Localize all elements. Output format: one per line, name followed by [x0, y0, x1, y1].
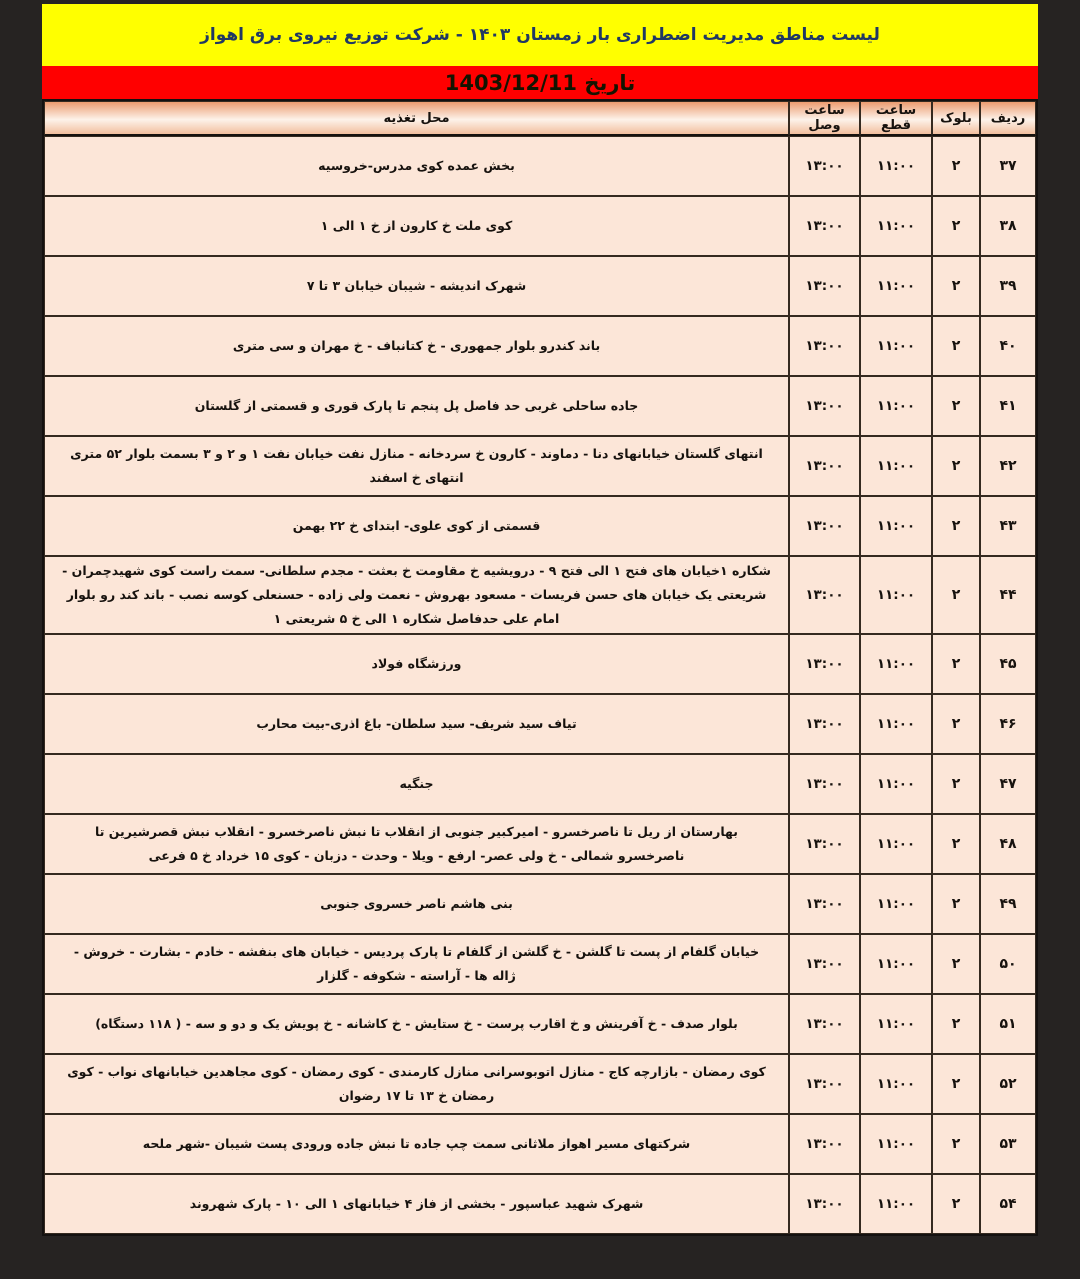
- table-row: [44, 376, 1036, 436]
- cell-location: بلوار صدف - خ آفرینش و خ اقارب پرست - خ ستایش - خ کاشانه - خ پویش یک و دو و سه - ( ۱۱۸ دستگاه): [44, 994, 789, 1054]
- page-title: لیست مناطق مدیریت اضطراری بار زمستان ۱۴۰۳ - شرکت توزیع نیروی برق اهواز: [200, 25, 880, 45]
- cell-radif: ۴۵: [980, 634, 1036, 694]
- cell-location: کوی ملت خ کارون از خ ۱ الی ۱: [44, 196, 789, 256]
- cell-connect-time: ۱۳:۰۰: [789, 1174, 860, 1234]
- cell-cut-time: ۱۱:۰۰: [860, 496, 932, 556]
- cell-connect-time: ۱۳:۰۰: [789, 1114, 860, 1174]
- cell-radif: ۵۰: [980, 934, 1036, 994]
- cell-cut-time: ۱۱:۰۰: [860, 376, 932, 436]
- cell-radif: ۴۴: [980, 556, 1036, 634]
- table-row: [44, 1174, 1036, 1234]
- cell-location: کوی رمضان - بازارچه کاج - منازل اتوبوسرانی منازل کارمندی - کوی رمضان - کوی مجاهدین خیابانهای نواب - کوی رمضان خ ۱۳ تا ۱۷ رضوان: [44, 1054, 789, 1114]
- cell-block: ۲: [932, 934, 980, 994]
- table-row: [44, 556, 1036, 634]
- cell-block: ۲: [932, 316, 980, 376]
- cell-location: قسمتی از کوی علوی- ابتدای خ ۲۲ بهمن: [44, 496, 789, 556]
- cell-location: انتهای گلستان خیابانهای دنا - دماوند - کارون خ سردخانه - منازل نفت خیابان نفت ۱ و ۲ و ۳ بسمت بلوار ۵۲ متری انتهای خ اسفند: [44, 436, 789, 496]
- cell-connect-time: ۱۳:۰۰: [789, 994, 860, 1054]
- cell-connect-time: ۱۳:۰۰: [789, 874, 860, 934]
- title-bar: [42, 4, 1038, 66]
- cell-radif: ۴۱: [980, 376, 1036, 436]
- cell-location: شکاره ۱خیابان های فتح ۱ الی فتح ۹ - درویشیه خ مقاومت خ بعثت - مجدم سلطانی- سمت راست کوی شهیدچمران - شریعتی یک خیابان های حسن فریسات - مسعود بهروش - نعمت ولی زاده - حسنعلی کوسه نصب - باند کند رو بلوار امام علی حدفاصل شکاره ۱ الی خ ۵ شریعتی ۱: [44, 556, 789, 634]
- cell-cut-time: ۱۱:۰۰: [860, 874, 932, 934]
- cell-location: ورزشگاه فولاد: [44, 634, 789, 694]
- table-row: [44, 1054, 1036, 1114]
- cell-radif: ۴۷: [980, 754, 1036, 814]
- cell-block: ۲: [932, 196, 980, 256]
- cell-block: ۲: [932, 556, 980, 634]
- cell-cut-time: ۱۱:۰۰: [860, 136, 932, 196]
- table-row: [44, 994, 1036, 1054]
- cell-radif: ۴۸: [980, 814, 1036, 874]
- table-row: [44, 634, 1036, 694]
- column-header-connect-time: ساعت وصل: [789, 101, 860, 136]
- cell-location: باند کندرو بلوار جمهوری - خ کتانباف - خ مهران و سی متری: [44, 316, 789, 376]
- cell-cut-time: ۱۱:۰۰: [860, 556, 932, 634]
- cell-connect-time: ۱۳:۰۰: [789, 694, 860, 754]
- cell-radif: ۵۱: [980, 994, 1036, 1054]
- table-header: [44, 101, 1036, 136]
- cell-radif: ۵۴: [980, 1174, 1036, 1234]
- table-row: [44, 694, 1036, 754]
- cell-block: ۲: [932, 994, 980, 1054]
- date-bar: [42, 66, 1038, 99]
- cell-cut-time: ۱۱:۰۰: [860, 256, 932, 316]
- table-row: [44, 934, 1036, 994]
- cell-connect-time: ۱۳:۰۰: [789, 256, 860, 316]
- column-header-radif: ردیف: [980, 101, 1036, 136]
- outage-table: [42, 99, 1038, 1236]
- cell-cut-time: ۱۱:۰۰: [860, 1114, 932, 1174]
- cell-connect-time: ۱۳:۰۰: [789, 634, 860, 694]
- cell-block: ۲: [932, 874, 980, 934]
- cell-block: ۲: [932, 814, 980, 874]
- cell-location: تیاف سید شریف- سید سلطان- باغ اذری-بیت محارب: [44, 694, 789, 754]
- cell-location: جاده ساحلی غربی حد فاصل پل پنجم تا پارک قوری و قسمتی از گلستان: [44, 376, 789, 436]
- cell-block: ۲: [932, 754, 980, 814]
- cell-cut-time: ۱۱:۰۰: [860, 634, 932, 694]
- cell-connect-time: ۱۳:۰۰: [789, 196, 860, 256]
- cell-radif: ۳۷: [980, 136, 1036, 196]
- cell-cut-time: ۱۱:۰۰: [860, 196, 932, 256]
- table-row: [44, 196, 1036, 256]
- header-row: [44, 101, 1036, 136]
- cell-radif: ۳۸: [980, 196, 1036, 256]
- cell-connect-time: ۱۳:۰۰: [789, 316, 860, 376]
- cell-connect-time: ۱۳:۰۰: [789, 754, 860, 814]
- cell-cut-time: ۱۱:۰۰: [860, 994, 932, 1054]
- cell-block: ۲: [932, 436, 980, 496]
- cell-connect-time: ۱۳:۰۰: [789, 376, 860, 436]
- cell-block: ۲: [932, 1114, 980, 1174]
- cell-radif: ۵۲: [980, 1054, 1036, 1114]
- cell-cut-time: ۱۱:۰۰: [860, 754, 932, 814]
- cell-location: بنی هاشم ناصر خسروی جنوبی: [44, 874, 789, 934]
- cell-radif: ۳۹: [980, 256, 1036, 316]
- column-header-cut-time: ساعت قطع: [860, 101, 932, 136]
- cell-location: جنگیه: [44, 754, 789, 814]
- cell-block: ۲: [932, 136, 980, 196]
- cell-cut-time: ۱۱:۰۰: [860, 436, 932, 496]
- cell-block: ۲: [932, 1054, 980, 1114]
- table-row: [44, 436, 1036, 496]
- cell-cut-time: ۱۱:۰۰: [860, 694, 932, 754]
- cell-location: شرکتهای مسیر اهواز ملاثانی سمت چپ جاده تا نبش جاده ورودی پست شیبان -شهر ملحه: [44, 1114, 789, 1174]
- cell-location: شهرک اندیشه - شیبان خیابان ۳ تا ۷: [44, 256, 789, 316]
- cell-cut-time: ۱۱:۰۰: [860, 1174, 932, 1234]
- cell-block: ۲: [932, 634, 980, 694]
- table-row: [44, 496, 1036, 556]
- cell-radif: ۵۳: [980, 1114, 1036, 1174]
- table-row: [44, 136, 1036, 196]
- cell-block: ۲: [932, 376, 980, 436]
- column-header-location: محل تغذیه: [44, 101, 789, 136]
- cell-location: خیابان گلفام از پست تا گلشن - خ گلشن از گلفام تا پارک پردیس - خیابان های بنفشه - خادم - بشارت - خروش - ژاله ها - آراسته - شکوفه - گلزار: [44, 934, 789, 994]
- cell-connect-time: ۱۳:۰۰: [789, 1054, 860, 1114]
- cell-block: ۲: [932, 1174, 980, 1234]
- cell-block: ۲: [932, 496, 980, 556]
- cell-location: شهرک شهید عباسپور - بخشی از فاز ۴ خیابانهای ۱ الی ۱۰ - پارک شهروند: [44, 1174, 789, 1234]
- cell-location: بهارستان از ریل تا ناصرخسرو - امیرکبیر جنوبی از انقلاب تا نبش ناصرخسرو - انقلاب نبش قصرشیرین تا ناصرخسرو شمالی - خ ولی عصر- ارفع - ویلا - وحدت - دزبان - کوی ۱۵ خرداد خ ۵ فرعی: [44, 814, 789, 874]
- table-row: [44, 754, 1036, 814]
- cell-connect-time: ۱۳:۰۰: [789, 556, 860, 634]
- cell-cut-time: ۱۱:۰۰: [860, 814, 932, 874]
- cell-connect-time: ۱۳:۰۰: [789, 934, 860, 994]
- date-label: تاریخ 1403/12/11: [444, 70, 636, 95]
- cell-location: بخش عمده کوی مدرس-خروسیه: [44, 136, 789, 196]
- table-row: [44, 814, 1036, 874]
- column-header-block: بلوک: [932, 101, 980, 136]
- cell-radif: ۴۲: [980, 436, 1036, 496]
- cell-radif: ۴۹: [980, 874, 1036, 934]
- table-row: [44, 316, 1036, 376]
- cell-connect-time: ۱۳:۰۰: [789, 814, 860, 874]
- cell-radif: ۴۳: [980, 496, 1036, 556]
- table-body: [44, 136, 1036, 1234]
- cell-radif: ۴۰: [980, 316, 1036, 376]
- table-row: [44, 874, 1036, 934]
- cell-block: ۲: [932, 256, 980, 316]
- cell-block: ۲: [932, 694, 980, 754]
- cell-connect-time: ۱۳:۰۰: [789, 136, 860, 196]
- outage-schedule-sheet: [42, 4, 1038, 1236]
- cell-connect-time: ۱۳:۰۰: [789, 496, 860, 556]
- table-row: [44, 256, 1036, 316]
- cell-connect-time: ۱۳:۰۰: [789, 436, 860, 496]
- cell-cut-time: ۱۱:۰۰: [860, 1054, 932, 1114]
- cell-radif: ۴۶: [980, 694, 1036, 754]
- cell-cut-time: ۱۱:۰۰: [860, 934, 932, 994]
- table-row: [44, 1114, 1036, 1174]
- cell-cut-time: ۱۱:۰۰: [860, 316, 932, 376]
